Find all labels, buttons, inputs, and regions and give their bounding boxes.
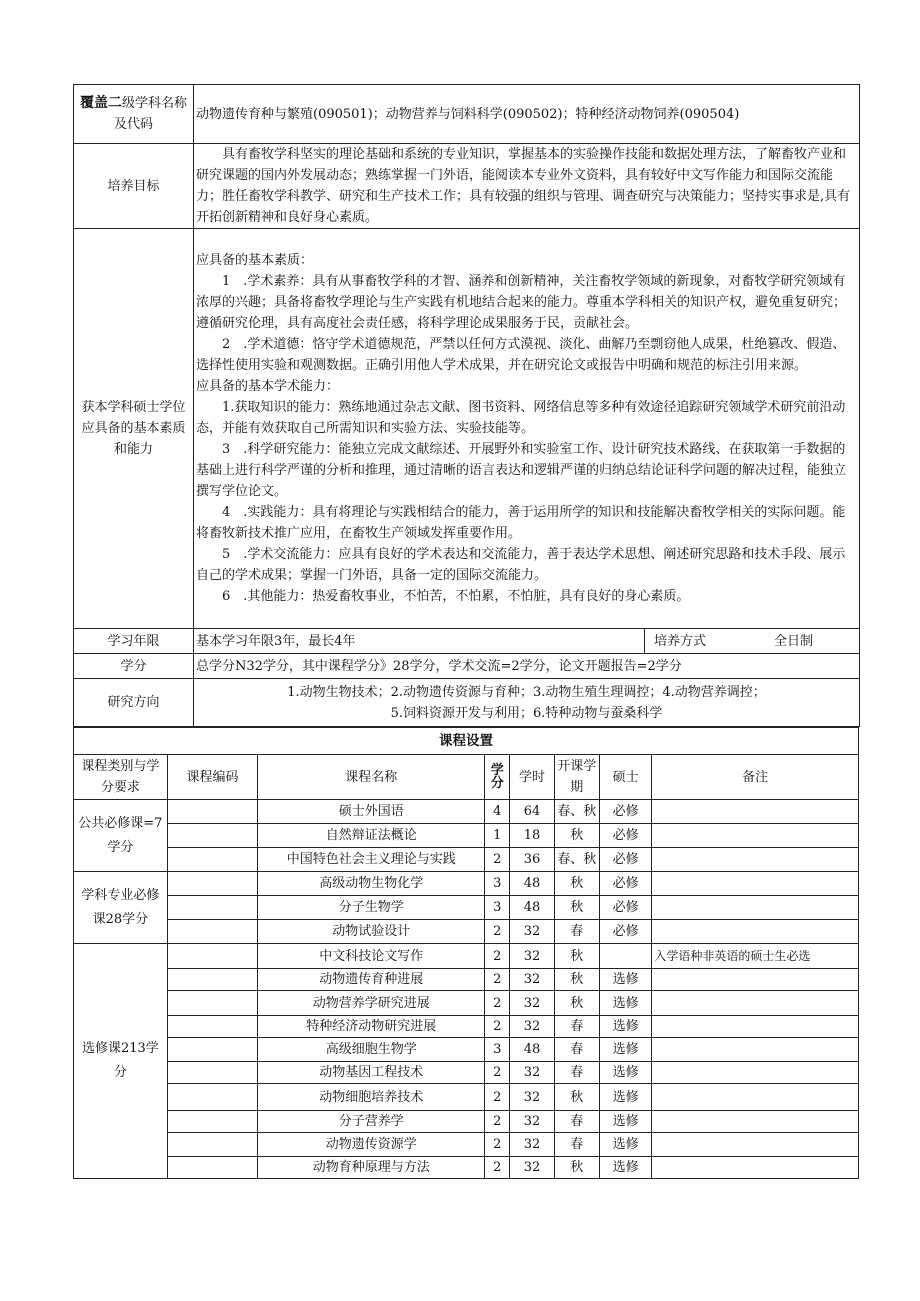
course-degree: 选修 <box>599 1157 651 1179</box>
course-degree: 必修 <box>599 896 651 920</box>
course-credit: 2 <box>485 1157 510 1179</box>
course-credit: 2 <box>485 1016 510 1038</box>
quality-line: 3 .科学研究能力：能独立完成文献综述、开展野外和实验室工作、设计研究技术路线、在获取第一手数据的基础上进行科学严谨的分析和推理，通过清晰的语言表达和逻辑严谨的归纳总结论证科学问题的解决过程，能独立撰写学位论文。 <box>196 442 847 499</box>
table-row <box>74 920 859 944</box>
course-hours: 32 <box>510 1016 554 1038</box>
course-category: 选修课213学分 <box>74 944 168 1179</box>
quality-label: 获本学科硕士学位应具备的基本素质和能力 <box>74 229 194 629</box>
course-name: 动物遗传资源学 <box>258 1133 485 1157</box>
course-credit: 3 <box>485 872 510 896</box>
table-row <box>74 1157 859 1179</box>
course-remark <box>652 1084 859 1111</box>
course-remark <box>652 1016 859 1038</box>
course-credit: 2 <box>485 1084 510 1111</box>
course-term: 秋 <box>554 1157 599 1179</box>
course-degree: 选修 <box>599 1133 651 1157</box>
course-term: 春 <box>554 1038 599 1062</box>
course-remark <box>652 800 859 824</box>
goal-text: 具有畜牧学科坚实的理论基础和系统的专业知识，掌握基本的实验操作技能和数据处理方法，了解畜牧产业和研究课题的国内外发展动态；熟练掌握一门外语，能阅读本专业外文资料，具有较好中文写作能力和国际交流能力；胜任畜牧学科教学、研究和生产技术工作；具有较强的组织与管理、调查研究与决策能力；坚持实事求是,具有开拓创新精神和良好身心素质。 <box>194 144 860 229</box>
subject-label-prefix: 覆盖二 <box>79 95 122 111</box>
course-remark <box>652 969 859 991</box>
course-category: 学科专业必修课28学分 <box>74 872 168 944</box>
mode-value: 全日制 <box>774 633 814 649</box>
course-hours: 32 <box>510 969 554 991</box>
duration-value: 基本学习年限3年，最长4年 <box>194 629 645 654</box>
course-degree: 选修 <box>599 1084 651 1111</box>
quality-line: 6 .其他能力：热爱畜牧事业，不怕苦，不怕累，不怕脏，具有良好的身心素质。 <box>222 589 690 604</box>
course-hours: 32 <box>510 1084 554 1111</box>
course-degree: 选修 <box>599 969 651 991</box>
header-remark: 备注 <box>652 755 859 800</box>
goal-label: 培养目标 <box>74 144 194 229</box>
course-term: 春 <box>554 1111 599 1133</box>
course-table <box>73 727 859 1179</box>
course-code <box>167 872 258 896</box>
course-hours: 32 <box>510 1111 554 1133</box>
course-remark <box>652 1062 859 1084</box>
research-value <box>194 679 860 727</box>
course-remark <box>652 1111 859 1133</box>
course-term: 秋 <box>554 944 599 969</box>
course-term: 秋 <box>554 991 599 1016</box>
course-code <box>167 1133 258 1157</box>
course-hours: 36 <box>510 848 554 872</box>
course-degree: 选修 <box>599 1016 651 1038</box>
course-term: 春 <box>554 1016 599 1038</box>
header-credit: 学分 <box>485 755 510 800</box>
course-term: 春 <box>554 920 599 944</box>
quality-text <box>194 229 860 629</box>
course-degree <box>599 944 651 969</box>
course-term: 秋 <box>554 824 599 848</box>
program-info-table <box>73 84 860 727</box>
quality-line: 应具备的基本学术能力： <box>196 379 340 394</box>
course-name: 分子营养学 <box>258 1111 485 1133</box>
course-code <box>167 1016 258 1038</box>
course-code <box>167 991 258 1016</box>
table-row <box>74 969 859 991</box>
course-name: 动物遗传育种进展 <box>258 969 485 991</box>
course-term: 春 <box>554 1062 599 1084</box>
course-name: 特种经济动物研究进展 <box>258 1016 485 1038</box>
course-degree: 必修 <box>599 920 651 944</box>
course-code <box>167 1084 258 1111</box>
course-credit: 2 <box>485 944 510 969</box>
course-hours: 18 <box>510 824 554 848</box>
quality-line: 应具备的基本素质： <box>196 253 314 268</box>
course-credit: 2 <box>485 920 510 944</box>
subject-label <box>74 85 194 144</box>
course-credit: 2 <box>485 1133 510 1157</box>
table-row <box>74 896 859 920</box>
header-degree: 硕士 <box>599 755 651 800</box>
course-name: 硕士外国语 <box>258 800 485 824</box>
duration-label: 学习年限 <box>74 629 194 654</box>
course-code <box>167 944 258 969</box>
course-credit: 3 <box>485 1038 510 1062</box>
table-row <box>74 1111 859 1133</box>
course-name: 动物基因工程技术 <box>258 1062 485 1084</box>
course-hours: 64 <box>510 800 554 824</box>
quality-line: 1 .学术素养：具有从事畜牧学科的才智、涵养和创新精神，关注畜牧学领域的新现象，对畜牧学研究领域有浓厚的兴趣；具备将畜牧学理论与生产实践有机地结合起来的能力。尊重本学科相关的知识产权，避免重复研究；遵循研究伦理，具有高度社会责任感，将科学理论成果服务于民，贡献社会。 <box>196 274 847 331</box>
table-row <box>74 1038 859 1062</box>
course-term: 秋 <box>554 896 599 920</box>
subject-label-rest: 级学科名称及代码 <box>113 96 187 132</box>
header-hours: 学时 <box>510 755 554 800</box>
course-name: 中文科技论文写作 <box>258 944 485 969</box>
course-name: 动物营养学研究进展 <box>258 991 485 1016</box>
quality-line: 4 .实践能力：具有将理论与实践相结合的能力，善于运用所学的知识和技能解决畜牧学相关的实际问题。能将畜牧新技术推广应用，在畜牧生产领域发挥重要作用。 <box>196 505 846 541</box>
course-credit: 2 <box>485 1111 510 1133</box>
course-credit: 1 <box>485 824 510 848</box>
research-line-1: 1.动物生物技术；2.动物遗传资源与育种；3.动物生殖生理调控；4.动物营养调控； <box>287 684 766 700</box>
header-code: 课程编码 <box>167 755 258 800</box>
table-row <box>74 848 859 872</box>
course-credit: 2 <box>485 848 510 872</box>
course-degree: 必修 <box>599 848 651 872</box>
mode-cell <box>645 629 860 654</box>
course-hours: 48 <box>510 1038 554 1062</box>
course-hours: 32 <box>510 920 554 944</box>
course-degree: 必修 <box>599 824 651 848</box>
table-row <box>74 872 859 896</box>
course-remark: 入学语种非英语的硕士生必选 <box>652 944 859 969</box>
course-code <box>167 848 258 872</box>
course-hours: 48 <box>510 872 554 896</box>
course-hours: 32 <box>510 1133 554 1157</box>
course-remark <box>652 991 859 1016</box>
credit-label: 学分 <box>74 654 194 679</box>
research-label: 研究方向 <box>74 679 194 727</box>
course-remark <box>652 1157 859 1179</box>
table-row <box>74 991 859 1016</box>
credit-value: 总学分N32学分，其中课程学分》28学分，学术交流=2学分，论文开题报告=2学分 <box>194 654 860 679</box>
course-hours: 32 <box>510 1157 554 1179</box>
course-code <box>167 1038 258 1062</box>
course-name: 高级动物生物化学 <box>258 872 485 896</box>
table-row <box>74 824 859 848</box>
course-remark <box>652 848 859 872</box>
course-term: 秋 <box>554 872 599 896</box>
course-credit: 4 <box>485 800 510 824</box>
course-name: 中国特色社会主义理论与实践 <box>258 848 485 872</box>
course-remark <box>652 1038 859 1062</box>
course-code <box>167 1062 258 1084</box>
course-remark <box>652 920 859 944</box>
course-code <box>167 920 258 944</box>
course-credit: 2 <box>485 1062 510 1084</box>
course-degree: 选修 <box>599 991 651 1016</box>
course-hours: 32 <box>510 944 554 969</box>
course-degree: 选修 <box>599 1038 651 1062</box>
course-code <box>167 800 258 824</box>
header-name: 课程名称 <box>258 755 485 800</box>
course-name: 动物育种原理与方法 <box>258 1157 485 1179</box>
table-row <box>74 1062 859 1084</box>
header-term: 开课学期 <box>554 755 599 800</box>
mode-label: 培养方式 <box>654 633 707 649</box>
course-credit: 2 <box>485 969 510 991</box>
course-term: 春、秋 <box>554 800 599 824</box>
quality-line: 5 .学术交流能力：应具有良好的学术表达和交流能力，善于表达学术思想、阐述研究思路和技术手段、展示自己的学术成果；掌握一门外语，具备一定的国际交流能力。 <box>196 547 846 583</box>
course-remark <box>652 872 859 896</box>
header-category: 课程类别与学分要求 <box>74 755 168 800</box>
course-degree: 选修 <box>599 1062 651 1084</box>
research-line-2: 5.饲料资源开发与利用；6.特种动物与蚕桑科学 <box>390 705 663 721</box>
course-name: 动物试验设计 <box>258 920 485 944</box>
course-credit: 2 <box>485 991 510 1016</box>
course-credit: 3 <box>485 896 510 920</box>
course-code <box>167 969 258 991</box>
course-term: 秋 <box>554 969 599 991</box>
quality-line: 1.获取知识的能力：熟练地通过杂志文献、图书资料、网络信息等多种有效途径追踪研究领域学术研究前沿动态，并能有效获取自己所需知识和实验方法、实验技能等。 <box>196 400 846 436</box>
course-hours: 32 <box>510 1062 554 1084</box>
course-term: 秋 <box>554 1084 599 1111</box>
table-row <box>74 1084 859 1111</box>
course-remark <box>652 896 859 920</box>
course-code <box>167 896 258 920</box>
course-remark <box>652 1133 859 1157</box>
course-hours: 32 <box>510 991 554 1016</box>
table-row <box>74 1133 859 1157</box>
course-body <box>74 800 859 1179</box>
course-code <box>167 1157 258 1179</box>
course-code <box>167 1111 258 1133</box>
quality-line: 2 .学术道德：恪守学术道德规范，严禁以任何方式漠视、淡化、曲解乃至剽窃他人成果，杜绝篡改、假造、选择性使用实验和观测数据。正确引用他人学术成果，并在研究论文或报告中明确和规范的标注引用来源。 <box>196 337 846 373</box>
course-degree: 必修 <box>599 872 651 896</box>
course-degree: 必修 <box>599 800 651 824</box>
table-row <box>74 944 859 969</box>
course-category: 公共必修课=7学分 <box>74 800 168 872</box>
course-code <box>167 824 258 848</box>
table-row <box>74 1016 859 1038</box>
course-term: 春、秋 <box>554 848 599 872</box>
course-name: 自然辩证法概论 <box>258 824 485 848</box>
course-name: 高级细胞生物学 <box>258 1038 485 1062</box>
course-degree: 选修 <box>599 1111 651 1133</box>
table-row <box>74 800 859 824</box>
course-remark <box>652 824 859 848</box>
course-term: 春 <box>554 1133 599 1157</box>
course-section-title: 课程设置 <box>74 728 859 755</box>
course-hours: 48 <box>510 896 554 920</box>
course-name: 动物细胞培养技术 <box>258 1084 485 1111</box>
subject-value: 动物遗传育种与繁殖(090501)；动物营养与饲料科学(090502)；特种经济动物饲养(090504) <box>194 85 860 144</box>
course-name: 分子生物学 <box>258 896 485 920</box>
